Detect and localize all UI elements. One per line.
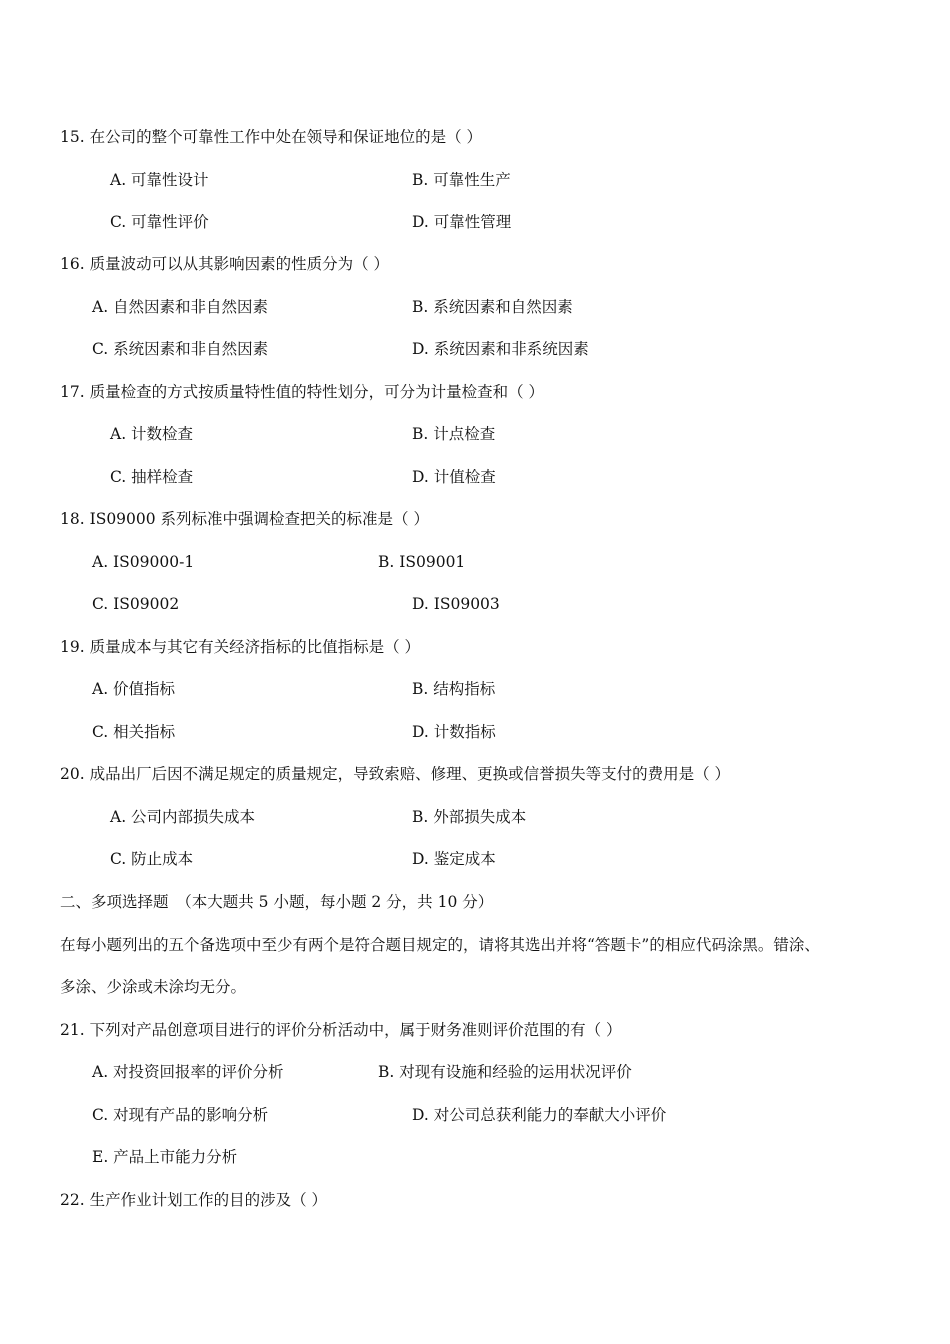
section-instruction-line-2: 多涂、少涂或未涂均无分。: [60, 978, 247, 996]
question-16-option-c: C. 系统因素和非自然因素: [92, 340, 269, 358]
question-16-stem: 16. 质量波动可以从其影响因素的性质分为（ ）: [60, 255, 390, 273]
question-21-option-b: B. 对现有设施和经验的运用状况评价: [378, 1063, 632, 1081]
question-18-option-d: D. IS09003: [412, 595, 500, 613]
question-21-option-c: C. 对现有产品的影响分析: [92, 1106, 269, 1124]
question-19-option-d: D. 计数指标: [412, 723, 496, 741]
question-15-option-b: B. 可靠性生产: [412, 171, 511, 189]
question-16-option-b: B. 系统因素和自然因素: [412, 298, 573, 316]
question-18-option-b: B. IS09001: [378, 553, 466, 571]
question-21-option-d: D. 对公司总获利能力的奉献大小评价: [412, 1106, 667, 1124]
question-18-option-c: C. IS09002: [92, 595, 180, 613]
section-heading: 二、多项选择题 （本大题共 5 小题，每小题 2 分，共 10 分）: [60, 893, 494, 911]
question-20-option-d: D. 鉴定成本: [412, 850, 496, 868]
question-21-stem: 21. 下列对产品创意项目进行的评价分析活动中，属于财务准则评价范围的有（ ）: [60, 1021, 622, 1039]
question-20-stem: 20. 成品出厂后因不满足规定的质量规定，导致索赔、修理、更换或信誉损失等支付的费用是（ ）: [60, 765, 731, 783]
question-19-stem: 19. 质量成本与其它有关经济指标的比值指标是（ ）: [60, 638, 421, 656]
question-21-option-e: E. 产品上市能力分析: [92, 1148, 238, 1166]
question-15-option-d: D. 可靠性管理: [412, 213, 512, 231]
question-20-option-c: C. 防止成本: [110, 850, 194, 868]
section-instruction-line-1: 在每小题列出的五个备选项中至少有两个是符合题目规定的，请将其选出并将“答题卡”的相应代码涂黑。错涂、: [60, 936, 820, 954]
question-19-option-c: C. 相关指标: [92, 723, 176, 741]
question-16-option-a: A. 自然因素和非自然因素: [92, 298, 269, 316]
question-20-option-b: B. 外部损失成本: [412, 808, 527, 826]
question-22-stem: 22. 生产作业计划工作的目的涉及（ ）: [60, 1191, 328, 1209]
question-17-stem: 17. 质量检查的方式按质量特性值的特性划分，可分为计量检查和（ ）: [60, 383, 545, 401]
question-18-option-a: A. IS09000-1: [92, 553, 195, 571]
question-16-option-d: D. 系统因素和非系统因素: [412, 340, 589, 358]
question-15-option-a: A. 可靠性设计: [110, 171, 209, 189]
question-15-option-c: C. 可靠性评价: [110, 213, 209, 231]
question-17-option-c: C. 抽样检查: [110, 468, 194, 486]
question-19-option-b: B. 结构指标: [412, 680, 496, 698]
question-17-option-d: D. 计值检查: [412, 468, 496, 486]
question-17-option-b: B. 计点检查: [412, 425, 496, 443]
question-20-option-a: A. 公司内部损失成本: [110, 808, 256, 826]
question-19-option-a: A. 价值指标: [92, 680, 176, 698]
question-15-stem: 15. 在公司的整个可靠性工作中处在领导和保证地位的是（ ）: [60, 128, 483, 146]
question-21-option-a: A. 对投资回报率的评价分析: [92, 1063, 284, 1081]
question-17-option-a: A. 计数检查: [110, 425, 194, 443]
question-18-stem: 18. IS09000 系列标准中强调检查把关的标准是（ ）: [60, 510, 429, 528]
